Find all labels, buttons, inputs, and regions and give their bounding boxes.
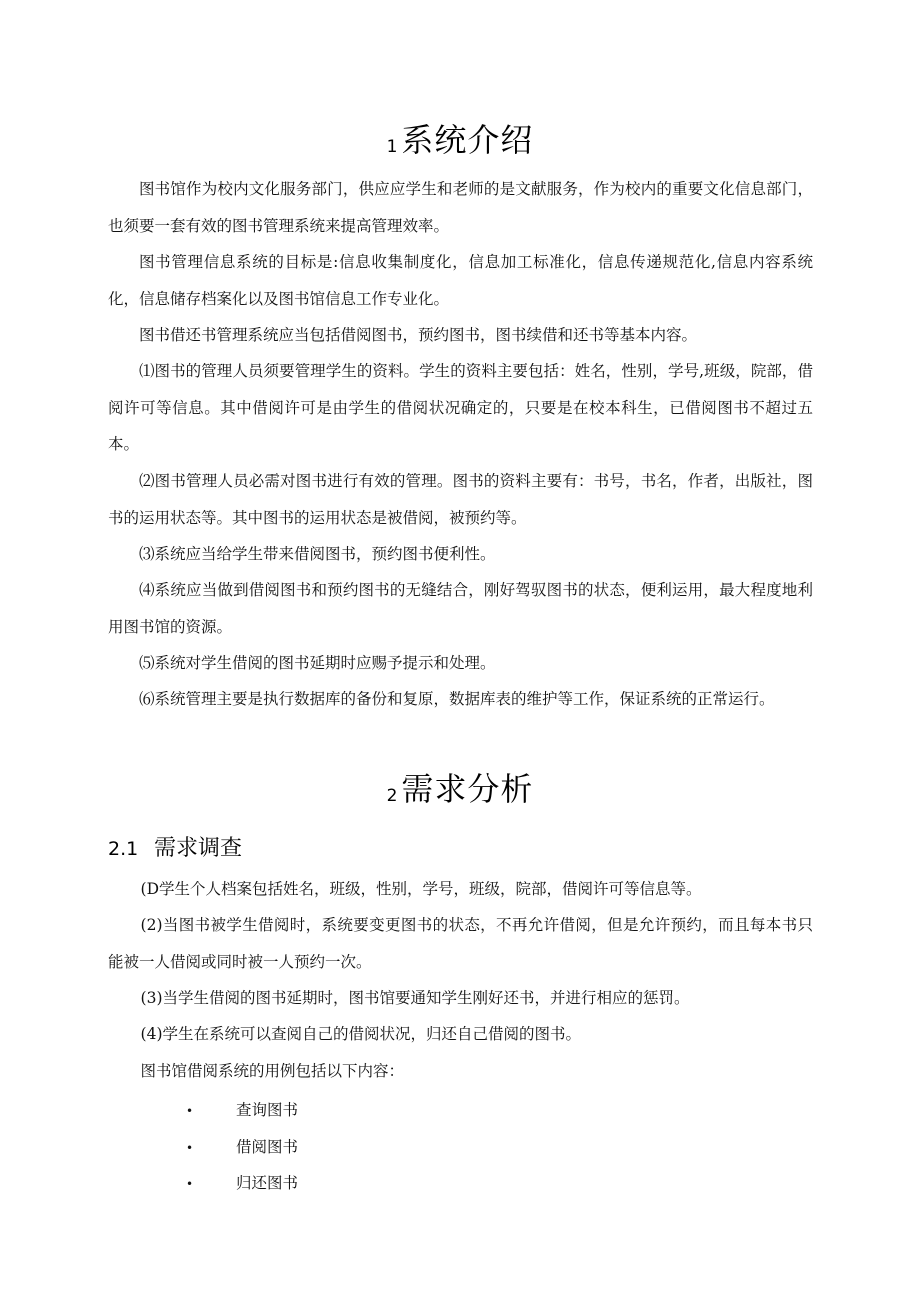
list-item [186,1129,298,1166]
survey-item-2: (2)当图书被学生借阅时，系统要变更图书的状态，不再允许借阅，但是允许预约，而且每本书只能被一人借阅或同时被一人预约一次。 [108,916,813,971]
section-2-heading [0,769,920,816]
bullet-icon: • [186,1177,194,1191]
section-1-title: 系统介绍 [401,121,534,159]
requirement-item-3: ⑶系统应当给学生带来借阅图书，预约图书便利性。 [139,545,496,563]
subsection-2-1-heading [108,834,242,864]
requirement-item-6: ⑹系统管理主要是执行数据库的备份和复原，数据库表的维护等工作，保证系统的正常运行。 [139,690,775,708]
use-case-borrow-books: 借阅图书 [236,1137,299,1156]
list-item [186,1092,298,1129]
requirement-item-4: ⑷系统应当做到借阅图书和预约图书的无缝结合，刚好驾驭图书的状态，便利运用，最大程度地利用图书馆的资源。 [108,581,813,636]
bullet-icon: • [186,1104,194,1118]
requirement-item-1: ⑴图书的管理人员须要管理学生的资料。学生的资料主要包括：姓名，性别，学号,班级，院部，借阅许可等信息。其中借阅许可是由学生的借阅状况确定的，只要是在校本科生，已借阅图书不超过五本。 [108,362,813,453]
section-1-heading [0,120,920,167]
bullet-icon: • [186,1140,194,1155]
requirement-item-2: ⑵图书管理人员必需对图书进行有效的管理。图书的资料主要有：书号，书名，作者，出版社，图书的运用状态等。其中图书的运用状态是被借阅，被预约等。 [108,472,813,527]
use-case-intro: 图书馆借阅系统的用例包括以下内容： [140,1062,405,1080]
survey-item-4: (4)学生在系统可以查阅自己的借阅状况，归还自己借阅的图书。 [140,1025,582,1043]
intro-paragraph-1: 图书馆作为校内文化服务部门，供应应学生和老师的是文献服务，作为校内的重要文化信息部门，也须要一套有效的图书管理系统来提高管理效率。 [108,180,813,235]
section-2-title: 需求分析 [401,770,534,808]
intro-paragraph-3: 图书借还书管理系统应当包括借阅图书，预约图书，图书续借和还书等基本内容。 [139,326,698,344]
use-case-return-books: 归还图书 [236,1174,299,1192]
subsection-number: 2.1 [108,838,139,860]
survey-item-3: (3)当学生借阅的图书延期时，图书馆要通知学生刚好还书，并进行相应的惩罚。 [140,989,690,1007]
intro-paragraph-2: 图书管理信息系统的目标是:信息收集制度化，信息加工标准化，信息传递规范化,信息内容系统化，信息储存档案化以及图书馆信息工作专业化。 [108,253,813,308]
use-case-query-books: 查询图书 [236,1101,299,1119]
section-2-number: 2 [386,786,399,806]
subsection-title: 需求调查 [154,836,243,861]
section-1-number: 1 [386,137,399,157]
list-item [186,1165,298,1202]
requirement-item-5: ⑸系统对学生借阅的图书延期时应赐予提示和处理。 [139,654,496,672]
use-case-list [186,1092,298,1202]
survey-item-1: (D学生个人档案包括姓名，班级，性别，学号，班级，院部，借阅许可等信息等。 [140,880,702,898]
